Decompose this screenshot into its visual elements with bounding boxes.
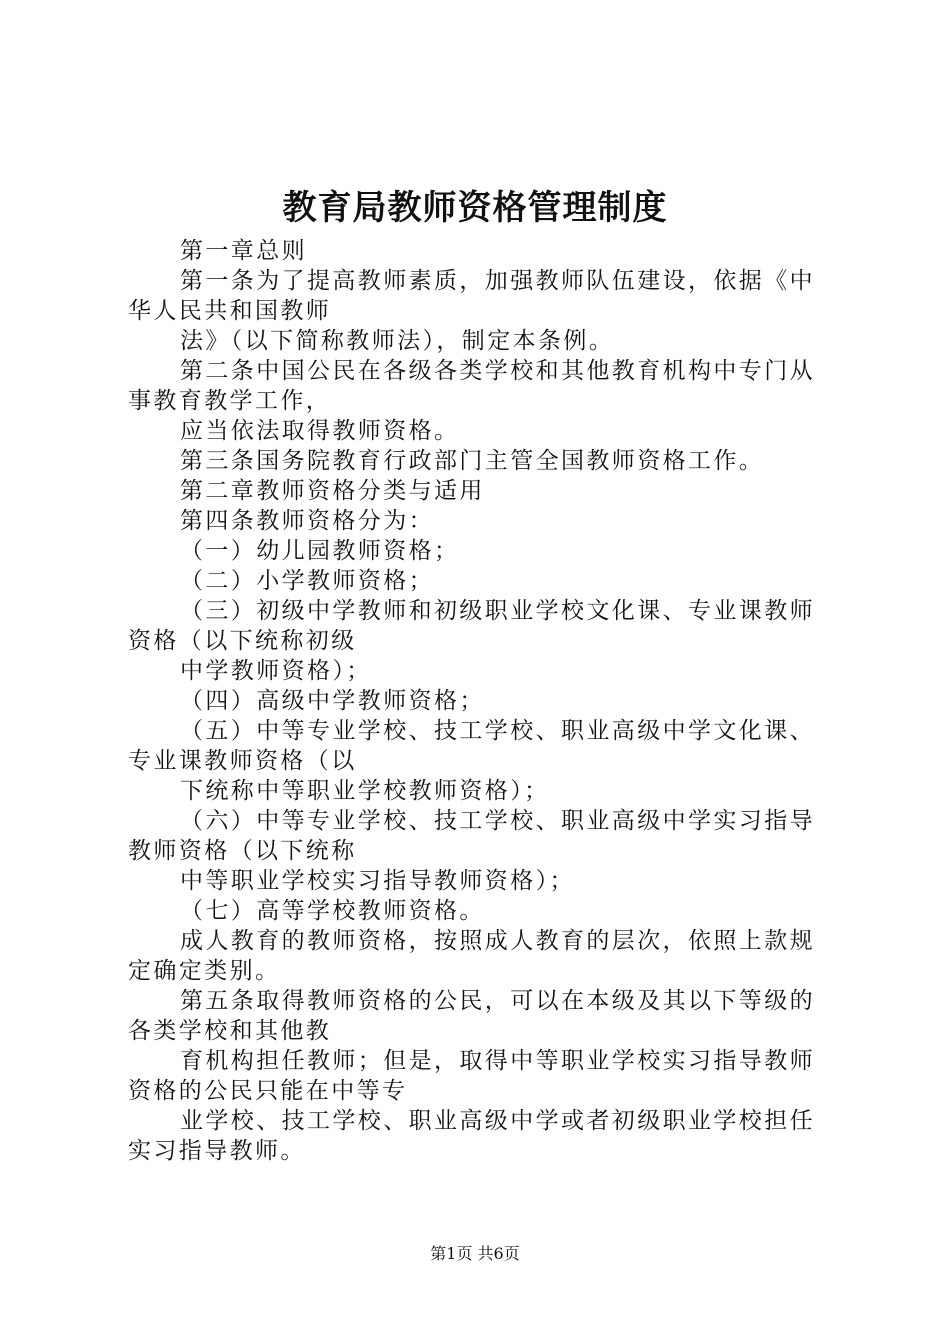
list-item: （六）中等专业学校、技工学校、职业高级中学实习指导教师资格（以下统称: [128, 808, 815, 864]
list-item: （四）高级中学教师资格；: [180, 688, 485, 714]
list-item: （二）小学教师资格；: [180, 568, 434, 594]
paragraph-line: 育机构担任教师；但是，取得中等职业学校实习指导教师资格的公民只能在中等专: [128, 1048, 815, 1104]
document-body: [128, 236, 834, 1166]
list-item: 下统称中等职业学校教师资格）；: [180, 778, 550, 804]
list-item: （七）高等学校教师资格。: [180, 898, 485, 924]
paragraph-line: 业学校、技工学校、职业高级中学或者初级职业学校担任实习指导教师。: [128, 1108, 815, 1164]
list-item: （五）中等专业学校、技工学校、职业高级中学文化课、专业课教师资格（以: [128, 718, 815, 774]
paragraph-line: 应当依法取得教师资格。: [180, 418, 460, 444]
page-number: 第1页 共6页: [430, 1244, 520, 1263]
list-item: （三）初级中学教师和初级职业学校文化课、专业课教师资格（以下统称初级: [128, 598, 815, 654]
paragraph-line: 第一条为了提高教师素质，加强教师队伍建设，依据《中华人民共和国教师: [128, 268, 815, 324]
paragraph-line: 法》（以下简称教师法），制定本条例。: [180, 328, 615, 354]
paragraph-line: 第五条取得教师资格的公民，可以在本级及其以下等级的各类学校和其他教: [128, 988, 815, 1044]
paragraph-line: 第四条教师资格分为：: [180, 508, 434, 534]
paragraph-line: 第二条中国公民在各级各类学校和其他教育机构中专门从事教育教学工作，: [128, 358, 815, 414]
paragraph-line: 成人教育的教师资格，按照成人教育的层次，依照上款规定确定类别。: [128, 928, 815, 984]
list-item: 中学教师资格）；: [180, 658, 372, 684]
list-item: 中等职业学校实习指导教师资格）；: [180, 868, 575, 894]
chapter-heading: 第一章总则: [180, 238, 307, 264]
chapter-heading: 第二章教师资格分类与适用: [180, 478, 485, 504]
document-title: 教育局教师资格管理制度: [282, 188, 668, 228]
paragraph-line: 第三条国务院教育行政部门主管全国教师资格工作。: [180, 448, 765, 474]
list-item: （一）幼儿园教师资格；: [180, 538, 460, 564]
